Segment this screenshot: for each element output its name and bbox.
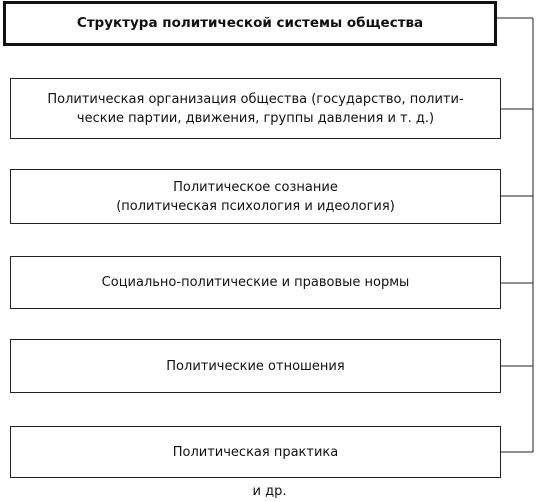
component-line: Социально-политические и правовые нормы (101, 275, 410, 290)
component-norms (10, 256, 501, 309)
component-political-relations (10, 339, 501, 393)
component-political-consciousness (10, 169, 501, 224)
component-line: Политическая практика (172, 444, 339, 460)
component-line: Политическое сознание (173, 179, 338, 195)
diagram-title-box (3, 1, 497, 46)
component-political-practice (10, 426, 501, 478)
component-political-organization (10, 78, 501, 139)
component-line: (политическая психология и идеология) (116, 198, 395, 214)
component-line: ческие партии, движения, группы давления и т. д.) (76, 110, 435, 126)
diagram-footer: и др. (252, 484, 287, 499)
component-line: Политическая организация общества (государство, полити- (47, 91, 464, 107)
component-text (116, 178, 395, 216)
component-line: Политические отношения (166, 358, 345, 374)
diagram-title: Структура политической системы общества (76, 15, 424, 31)
component-text (47, 90, 463, 128)
